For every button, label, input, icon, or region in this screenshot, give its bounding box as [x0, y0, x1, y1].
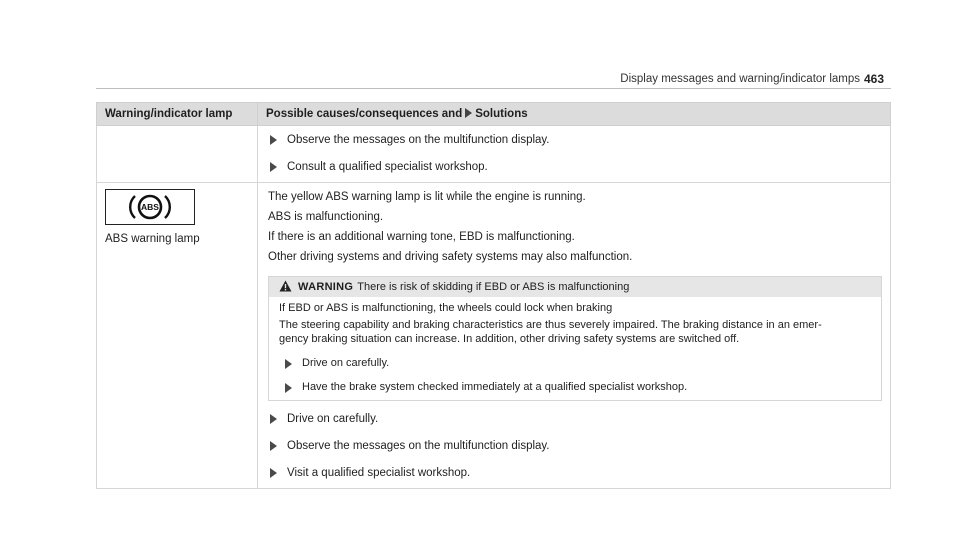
- solutions-arrow-icon: [465, 108, 472, 118]
- lamp-cell: [97, 183, 258, 489]
- lamp-label: ABS warning lamp: [105, 233, 200, 245]
- table-row: [97, 183, 891, 489]
- list-item: Observe the messages on the multifunction display.: [258, 132, 890, 149]
- cause-line: The yellow ABS warning lamp is lit while the engine is running.: [268, 191, 586, 203]
- list-item: Drive on carefully.: [258, 411, 890, 428]
- bullet-arrow-icon: [270, 135, 277, 145]
- abs-warning-icon: [127, 193, 173, 221]
- svg-text:ABS: ABS: [141, 202, 159, 212]
- bullet-arrow-icon: [270, 414, 277, 424]
- table-row: [97, 126, 891, 183]
- abs-lamp-symbol: [105, 189, 195, 225]
- bullet-arrow-icon: [285, 359, 292, 369]
- warning-title: There is risk of skidding if EBD or ABS is malfunctioning: [357, 281, 630, 293]
- solutions-cell: [258, 126, 891, 183]
- bullet-arrow-icon: [285, 383, 292, 393]
- cause-line: Other driving systems and driving safety systems may also malfunction.: [268, 251, 633, 263]
- lamp-cell-empty: [97, 126, 258, 183]
- list-item: Visit a qualified specialist workshop.: [258, 465, 890, 482]
- warning-paragraph: The steering capability and braking characteristics are thus severely impaired. The braking distance in an emer-: [279, 319, 822, 331]
- column-header-lamp: Warning/indicator lamp: [97, 103, 258, 126]
- list-item: Observe the messages on the multifunction display.: [258, 438, 890, 455]
- page-header: [0, 0, 960, 100]
- bullet-arrow-icon: [270, 162, 277, 172]
- header-title: Display messages and warning/indicator lamps: [620, 73, 860, 85]
- causes-cell: [258, 183, 891, 489]
- warning-label: WARNING: [298, 281, 354, 293]
- list-item: Have the brake system checked immediately at a qualified specialist workshop.: [279, 380, 871, 394]
- list-item: Consult a qualified specialist workshop.: [258, 159, 890, 176]
- cause-line: ABS is malfunctioning.: [268, 211, 384, 223]
- warning-triangle-icon: [279, 280, 292, 292]
- page-number: 463: [863, 72, 884, 86]
- warning-lamp-table: [96, 102, 891, 489]
- header-divider: [96, 88, 891, 89]
- warning-box: [268, 276, 882, 401]
- column-header-solutions-label: Solutions: [475, 107, 528, 120]
- column-header-causes-label: Possible causes/consequences and: [266, 107, 463, 120]
- bullet-arrow-icon: [270, 441, 277, 451]
- warning-body: [269, 297, 881, 400]
- table-header-row: [97, 103, 891, 126]
- bullet-arrow-icon: [270, 468, 277, 478]
- column-header-causes: [258, 103, 891, 126]
- list-item: Drive on carefully.: [279, 356, 871, 370]
- warning-header: [269, 277, 881, 297]
- warning-paragraph: gency braking situation can increase. In addition, other driving safety systems are switched off.: [279, 333, 740, 345]
- cause-line: If there is an additional warning tone, EBD is malfunctioning.: [268, 231, 575, 243]
- warning-paragraph: If EBD or ABS is malfunctioning, the wheels could lock when braking: [279, 302, 613, 314]
